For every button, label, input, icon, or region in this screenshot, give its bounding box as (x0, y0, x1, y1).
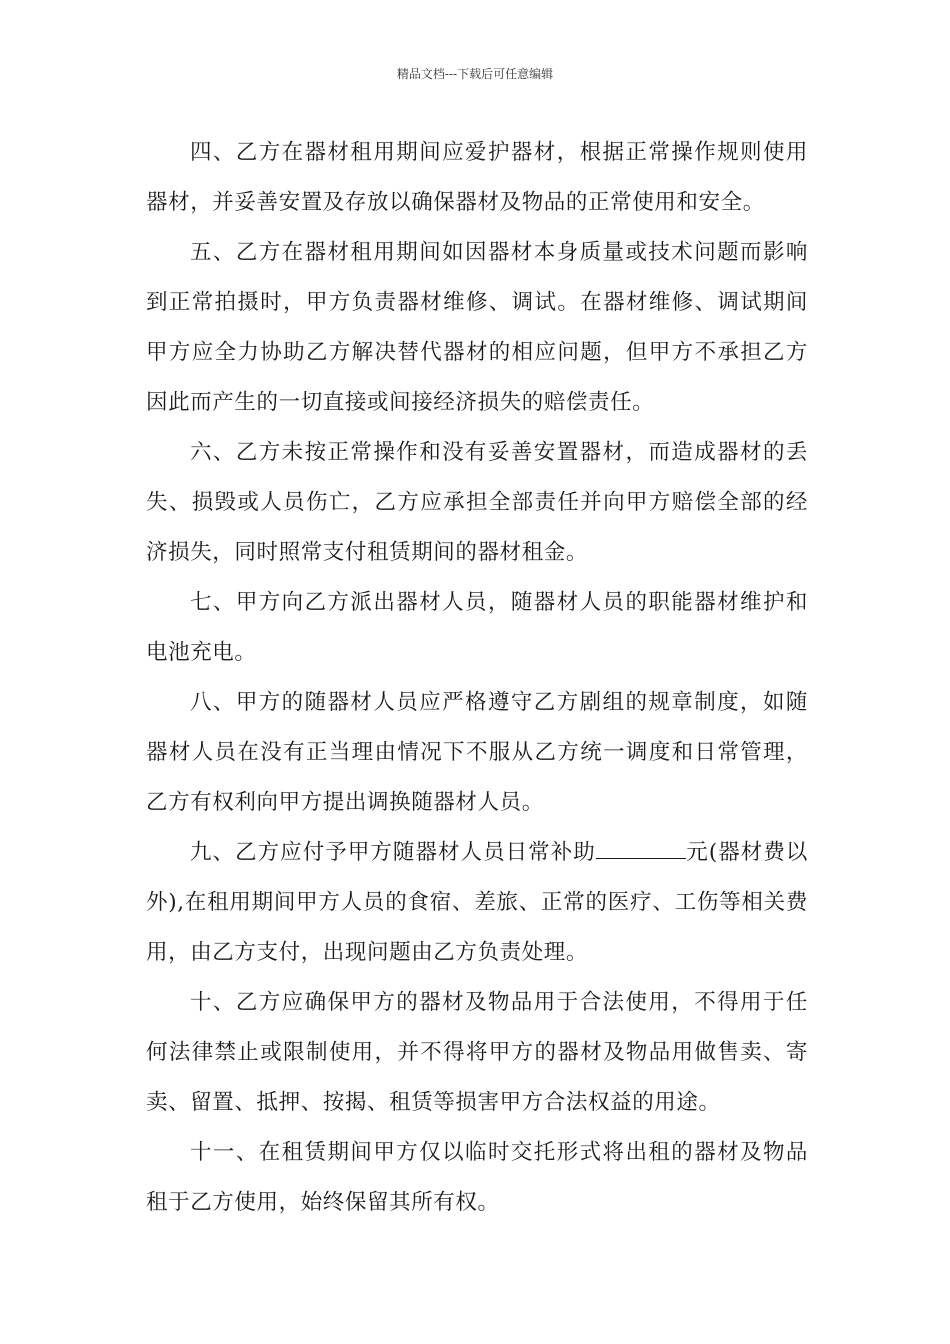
allowance-amount-blank (596, 840, 686, 859)
clause-11: 十一、在租赁期间甲方仅以临时交托形式将出租的器材及物品租于乙方使用，始终保留其所有权。 (146, 1140, 808, 1215)
clause-6: 六、乙方未按正常操作和没有妥善安置器材，而造成器材的丢失、损毁或人员伤亡，乙方应承担全部责任并向甲方赔偿全部的经济损失，同时照常支付租赁期间的器材租金。 (146, 440, 808, 565)
document-body (146, 128, 808, 1228)
clause-10: 十、乙方应确保甲方的器材及物品用于合法使用，不得用于任何法律禁止或限制使用，并不得将甲方的器材及物品用做售卖、寄卖、留置、抵押、按揭、租赁等损害甲方合法权益的用途。 (146, 990, 808, 1115)
clause-7: 七、甲方向乙方派出器材人员，随器材人员的职能器材维护和电池充电。 (146, 590, 808, 665)
clause-8: 八、甲方的随器材人员应严格遵守乙方剧组的规章制度，如随器材人员在没有正当理由情况下不服从乙方统一调度和日常管理，乙方有权利向甲方提出调换随器材人员。 (146, 690, 808, 815)
clause-9-text-before: 九、乙方应付予甲方随器材人员日常补助 (190, 840, 596, 865)
page-header: 精品文档---下载后可任意编辑 (396, 67, 554, 81)
clause-9 (146, 828, 808, 978)
clause-5: 五、乙方在器材租用期间如因器材本身质量或技术问题而影响到正常拍摄时，甲方负责器材维修、调试。在器材维修、调试期间甲方应全力协助乙方解决替代器材的相应问题，但甲方不承担乙方因此而产生的一切直接或间接经济损失的赔偿责任。 (146, 240, 808, 415)
clause-9-text-after: 元(器材费以外),在租用期间甲方人员的食宿、差旅、正常的医疗、工伤等相关费用，由乙方支付，出现问题由乙方负责处理。 (146, 840, 808, 965)
clause-4: 四、乙方在器材租用期间应爱护器材，根据正常操作规则使用器材，并妥善安置及存放以确保器材及物品的正常使用和安全。 (146, 140, 808, 215)
